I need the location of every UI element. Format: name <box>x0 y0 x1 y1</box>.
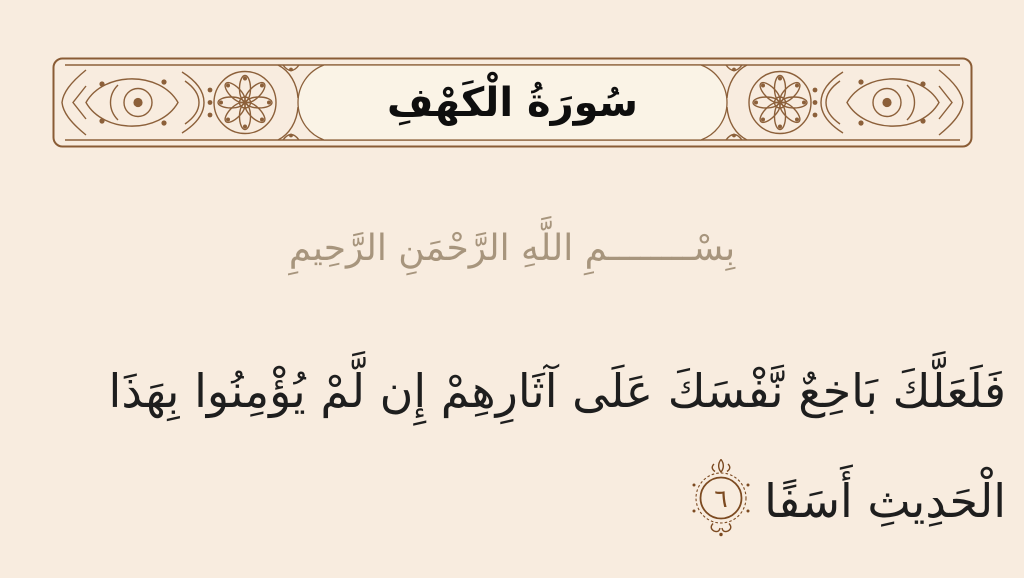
ayah-number: ٦ <box>714 484 728 513</box>
surah-title: سُورَةُ الْكَهْفِ <box>387 79 639 126</box>
bismillah-text: بِسْــــــــمِ اللَّهِ الرَّحْمَنِ الرَّحِيمِ <box>288 227 736 269</box>
header-ornament-border-icon <box>52 57 973 148</box>
ayah-number-medallion-icon <box>688 459 754 537</box>
verse-line-1: فَلَعَلَّكَ بَاخِعٌ نَّفْسَكَ عَلَى آثَارِهِمْ إِن لَّمْ يُؤْمِنُوا بِهَذَا <box>108 364 1006 418</box>
verse-line-2 <box>109 446 1006 556</box>
verse-text-block <box>109 336 1006 556</box>
surah-header-frame <box>52 57 973 148</box>
verse-line-2-text: الْحَدِيثِ أَسَفًا <box>764 474 1006 528</box>
